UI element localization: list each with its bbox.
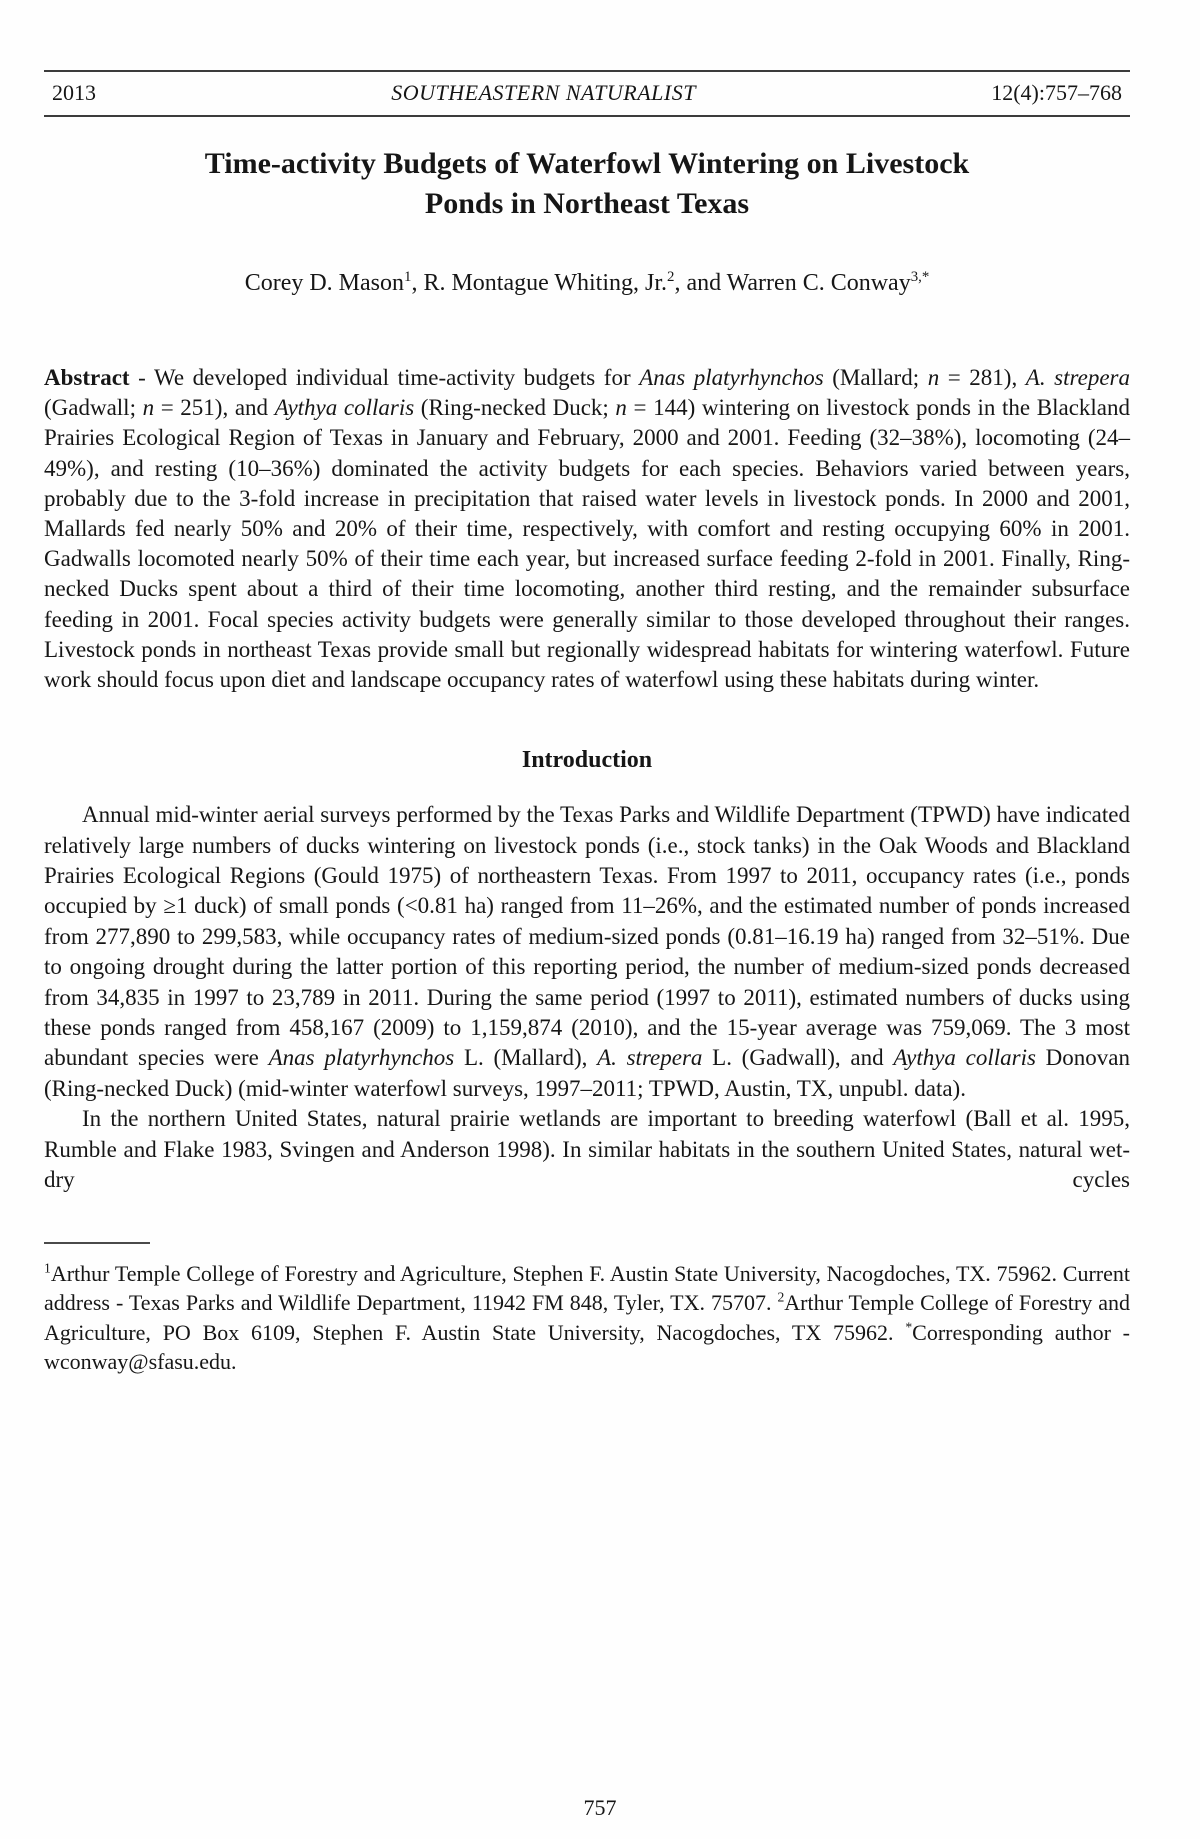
article-title-line1: Time-activity Budgets of Waterfowl Wintering on Livestock bbox=[204, 147, 970, 180]
sample-size-symbol: n bbox=[615, 395, 627, 421]
page-content bbox=[44, 70, 1130, 1377]
species-name: A. strepera bbox=[1025, 365, 1130, 390]
running-head-year: 2013 bbox=[52, 80, 96, 105]
body-text-segment: Annual mid-winter aerial surveys performed by the Texas Parks and Wildlife Department (TPWD) have indicated relatively large numbers of ducks wintering on livestock ponds (i.e., stock tanks) in the Oak Woods and Blackland Prairies Ecological Regions (Gould 1975) of northeastern Texas. From 1997 to 2011, occupancy rates (i.e., ponds occupied by ≥1 duck) of small ponds (<0.81 ha) ranged from 11–26%, and the estimated number of ponds increased from 277,890 to 299,583, while occupancy rates of medium-sized ponds (0.81–16.19 ha) ranged from 32–51%. Due to ongoing drought during the latter portion of this reporting period, the number of medium-sized ponds decreased from 34,835 in 1997 to 23,789 in 2011. During the same period (1997 to 2011), estimated numbers of ducks using these ponds ranged from 458,167 (2009) to 1,159,874 (2010), and the 15-year average was 759,069. The 3 most abundant species were bbox=[44, 802, 1130, 1071]
footnote-text-segment: Arthur Temple College of Forestry and Agriculture, Stephen F. Austin State University, Nacogdoches, TX. 75962. Current address - Texas Parks and Wildlife Department, 11942 FM 848, Tyler, TX. 75707. bbox=[44, 1260, 1130, 1316]
footnote-text-segment: Corresponding author - wconway@sfasu.edu. bbox=[44, 1319, 1131, 1375]
section-heading-introduction: Introduction bbox=[521, 747, 653, 774]
page-number: 757 bbox=[583, 1795, 617, 1820]
abstract-text-segment: - We developed individual time-activity budgets for bbox=[129, 365, 640, 390]
abstract-text-segment: = 251), and bbox=[154, 395, 275, 421]
sample-size-symbol: n bbox=[142, 395, 155, 421]
article-title-line2: Ponds in Northeast Texas bbox=[424, 187, 750, 220]
sample-size-symbol: n bbox=[927, 365, 940, 390]
article-title bbox=[44, 144, 1130, 224]
abstract-label: Abstract bbox=[44, 365, 130, 390]
author-affiliation-marker: 2 bbox=[667, 269, 675, 285]
author-byline bbox=[44, 270, 1130, 297]
volume-page-citation: 12(4):757–768 bbox=[991, 80, 1122, 105]
body-text-segment: L. (Mallard), bbox=[454, 1045, 598, 1071]
abstract-text-segment: (Gadwall; bbox=[44, 395, 143, 421]
species-name: Anas platyrhynchos bbox=[639, 365, 824, 390]
abstract-text-segment: = 144) wintering on livestock ponds in the Blackland Prairies Ecological Region of Texas in January and February, 2000 and 2001. Feeding (32–38%), locomoting (24–49%), and resting (10–36%) dominated the activity budgets for each species. Behaviors varied between years, probably due to the 3-fold increase in precipitation that raised water levels in livestock ponds. In 2000 and 2001, Mallards fed nearly 50% and 20% of their time, respectively, with comfort and resting occupying 60% in 2001. Gadwalls locomoted nearly 50% of their time each year, but increased surface feeding 2-fold in 2001. Finally, Ring-necked Ducks spent about a third of their time locomoting, another third resting, and the remainder subsurface feeding in 2001. Focal species activity budgets were generally similar to those developed throughout their ranges. Livestock ponds in northeast Texas provide small but regionally widespread habitats for wintering waterfowl. Future work should focus upon diet and landscape occupancy rates of waterfowl using these habitats during winter. bbox=[44, 395, 1131, 693]
body-text-segment: Donovan (Ring-necked Duck) (mid-winter waterfowl surveys, 1997–2011; TPWD, Austin, TX, unpubl. data). bbox=[44, 1045, 1130, 1101]
body-text-segment: L. (Gadwall), and bbox=[702, 1045, 894, 1071]
footnote-text-segment: Arthur Temple College of Forestry and Agriculture, PO Box 6109, Stephen F. Austin State University, Nacogdoches, TX 75962. bbox=[44, 1290, 1130, 1345]
species-name: Anas platyrhynchos bbox=[268, 1045, 455, 1071]
footnote-marker: 1 bbox=[44, 1260, 51, 1276]
abstract-paragraph bbox=[44, 363, 1130, 695]
footnote-paragraph bbox=[44, 1259, 1130, 1377]
footnote-marker: * bbox=[905, 1319, 913, 1335]
journal-name: SOUTHEASTERN NATURALIST bbox=[391, 80, 696, 105]
introduction-paragraph-2: In the northern United States, natural prairie wetlands are important to breeding waterfowl (Ball et al. 1995, Rumble and Flake 1983, Svingen and Anderson 1998). In similar habitats in the southern United States, natural wet-dry cycles bbox=[44, 1106, 1130, 1193]
abstract-text-segment: (Mallard; bbox=[823, 365, 928, 390]
abstract-text-segment: = 281), bbox=[939, 365, 1026, 390]
introduction-paragraph-1 bbox=[44, 800, 1130, 1104]
footnote-divider bbox=[44, 1242, 150, 1244]
species-name: Aythya collaris bbox=[274, 395, 415, 421]
author-affiliation-marker: 1 bbox=[404, 269, 412, 285]
author-name: , and Warren C. Conway bbox=[674, 270, 911, 296]
footnote-marker: 2 bbox=[777, 1289, 785, 1305]
species-name: A. strepera bbox=[597, 1045, 703, 1071]
running-head bbox=[44, 70, 1130, 117]
species-name: Aythya collaris bbox=[893, 1045, 1036, 1071]
author-affiliation-marker: 3,* bbox=[910, 269, 930, 285]
author-name: Corey D. Mason bbox=[244, 270, 405, 296]
author-name: , R. Montague Whiting, Jr. bbox=[411, 270, 668, 296]
abstract-text-segment: (Ring-necked Duck; bbox=[414, 395, 616, 421]
